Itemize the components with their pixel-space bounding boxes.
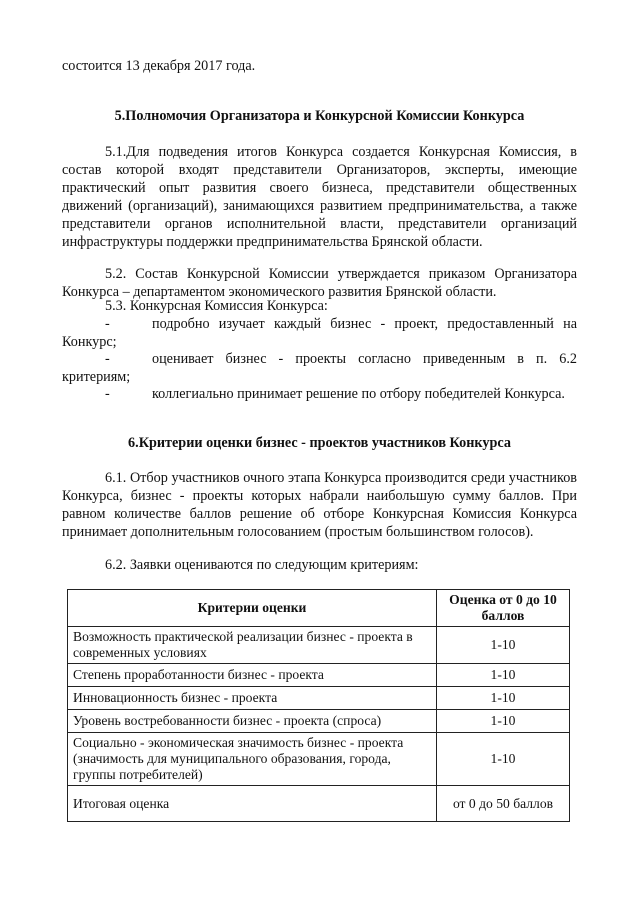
- section6-paragraph-1: 6.1. Отбор участников очного этапа Конкурса производится среди участников Конкурса, бизнес - проекты которых набрали наибольшую сумму баллов. При равном количестве баллов решение об отборе Конкурсная Комиссия Конкурса принимает дополнительным голосованием (простым большинством голосов).: [62, 470, 577, 540]
- score-cell: 1-10: [437, 627, 570, 664]
- commission-duty-item: [62, 315, 577, 351]
- list-dash: -: [105, 386, 110, 402]
- criterion-cell: Степень проработанности бизнес - проекта: [68, 664, 437, 687]
- section6-paragraph-2: 6.2. Заявки оцениваются по следующим критериям:: [105, 557, 419, 573]
- list-item-text: оценивает бизнес - проекты согласно приведенным в п. 6.2 критериям;: [62, 351, 577, 385]
- table-row: [68, 627, 570, 664]
- column-header-score: Оценка от 0 до 10 баллов: [437, 590, 570, 627]
- commission-duty-item: [62, 350, 577, 386]
- section5-heading: 5.Полномочия Организатора и Конкурсной Комиссии Конкурса: [114, 108, 525, 124]
- table-row: [68, 664, 570, 687]
- criterion-cell: Уровень востребованности бизнес - проекта (спроса): [68, 710, 437, 733]
- section6-heading: 6.Критерии оценки бизнес - проектов участников Конкурса: [128, 435, 511, 451]
- commission-duty-item: [62, 385, 577, 403]
- score-cell: 1-10: [437, 687, 570, 710]
- score-cell: 1-10: [437, 710, 570, 733]
- criterion-cell: Итоговая оценка: [68, 786, 437, 822]
- section5-paragraph-2: 5.2. Состав Конкурсной Комиссии утверждается приказом Организатора Конкурса – департаментом экономического развития Брянской области.: [62, 266, 577, 300]
- list-dash: -: [105, 316, 110, 332]
- section5-paragraph-3: 5.3. Конкурсная Комиссия Конкурса:: [105, 298, 328, 314]
- criterion-cell: Возможность практической реализации бизнес - проекта в современных условиях: [68, 627, 437, 664]
- table-row: [68, 687, 570, 710]
- section5-paragraph-1: 5.1.Для подведения итогов Конкурса создается Конкурсная Комиссия, в состав которой входят представители Организаторов, эксперты, имеющие практический опыт развития своего бизнеса, представители общественных движений (организаций), занимающихся развитием предпринимательства, а также представители органов исполнительной власти, представители организаций инфраструктуры поддержки предпринимательства Брянской области.: [62, 144, 577, 250]
- criteria-table: [67, 589, 570, 822]
- score-cell: 1-10: [437, 664, 570, 687]
- table-row-total: [68, 786, 570, 822]
- table-row: [68, 710, 570, 733]
- table-header-row: [68, 590, 570, 627]
- score-cell: от 0 до 50 баллов: [437, 786, 570, 822]
- score-cell: 1-10: [437, 733, 570, 786]
- list-item-text: коллегиально принимает решение по отбору победителей Конкурса.: [152, 386, 565, 402]
- table-row: [68, 733, 570, 786]
- intro-line: состоится 13 декабря 2017 года.: [62, 58, 256, 74]
- criterion-cell: Социально - экономическая значимость бизнес - проекта (значимость для муниципального образования, города, группы потребителей): [68, 733, 437, 786]
- list-dash: -: [105, 351, 110, 367]
- column-header-criterion: Критерии оценки: [68, 590, 437, 627]
- list-item-text: подробно изучает каждый бизнес - проект, предоставленный на Конкурс;: [62, 316, 577, 350]
- criterion-cell: Инновационность бизнес - проекта: [68, 687, 437, 710]
